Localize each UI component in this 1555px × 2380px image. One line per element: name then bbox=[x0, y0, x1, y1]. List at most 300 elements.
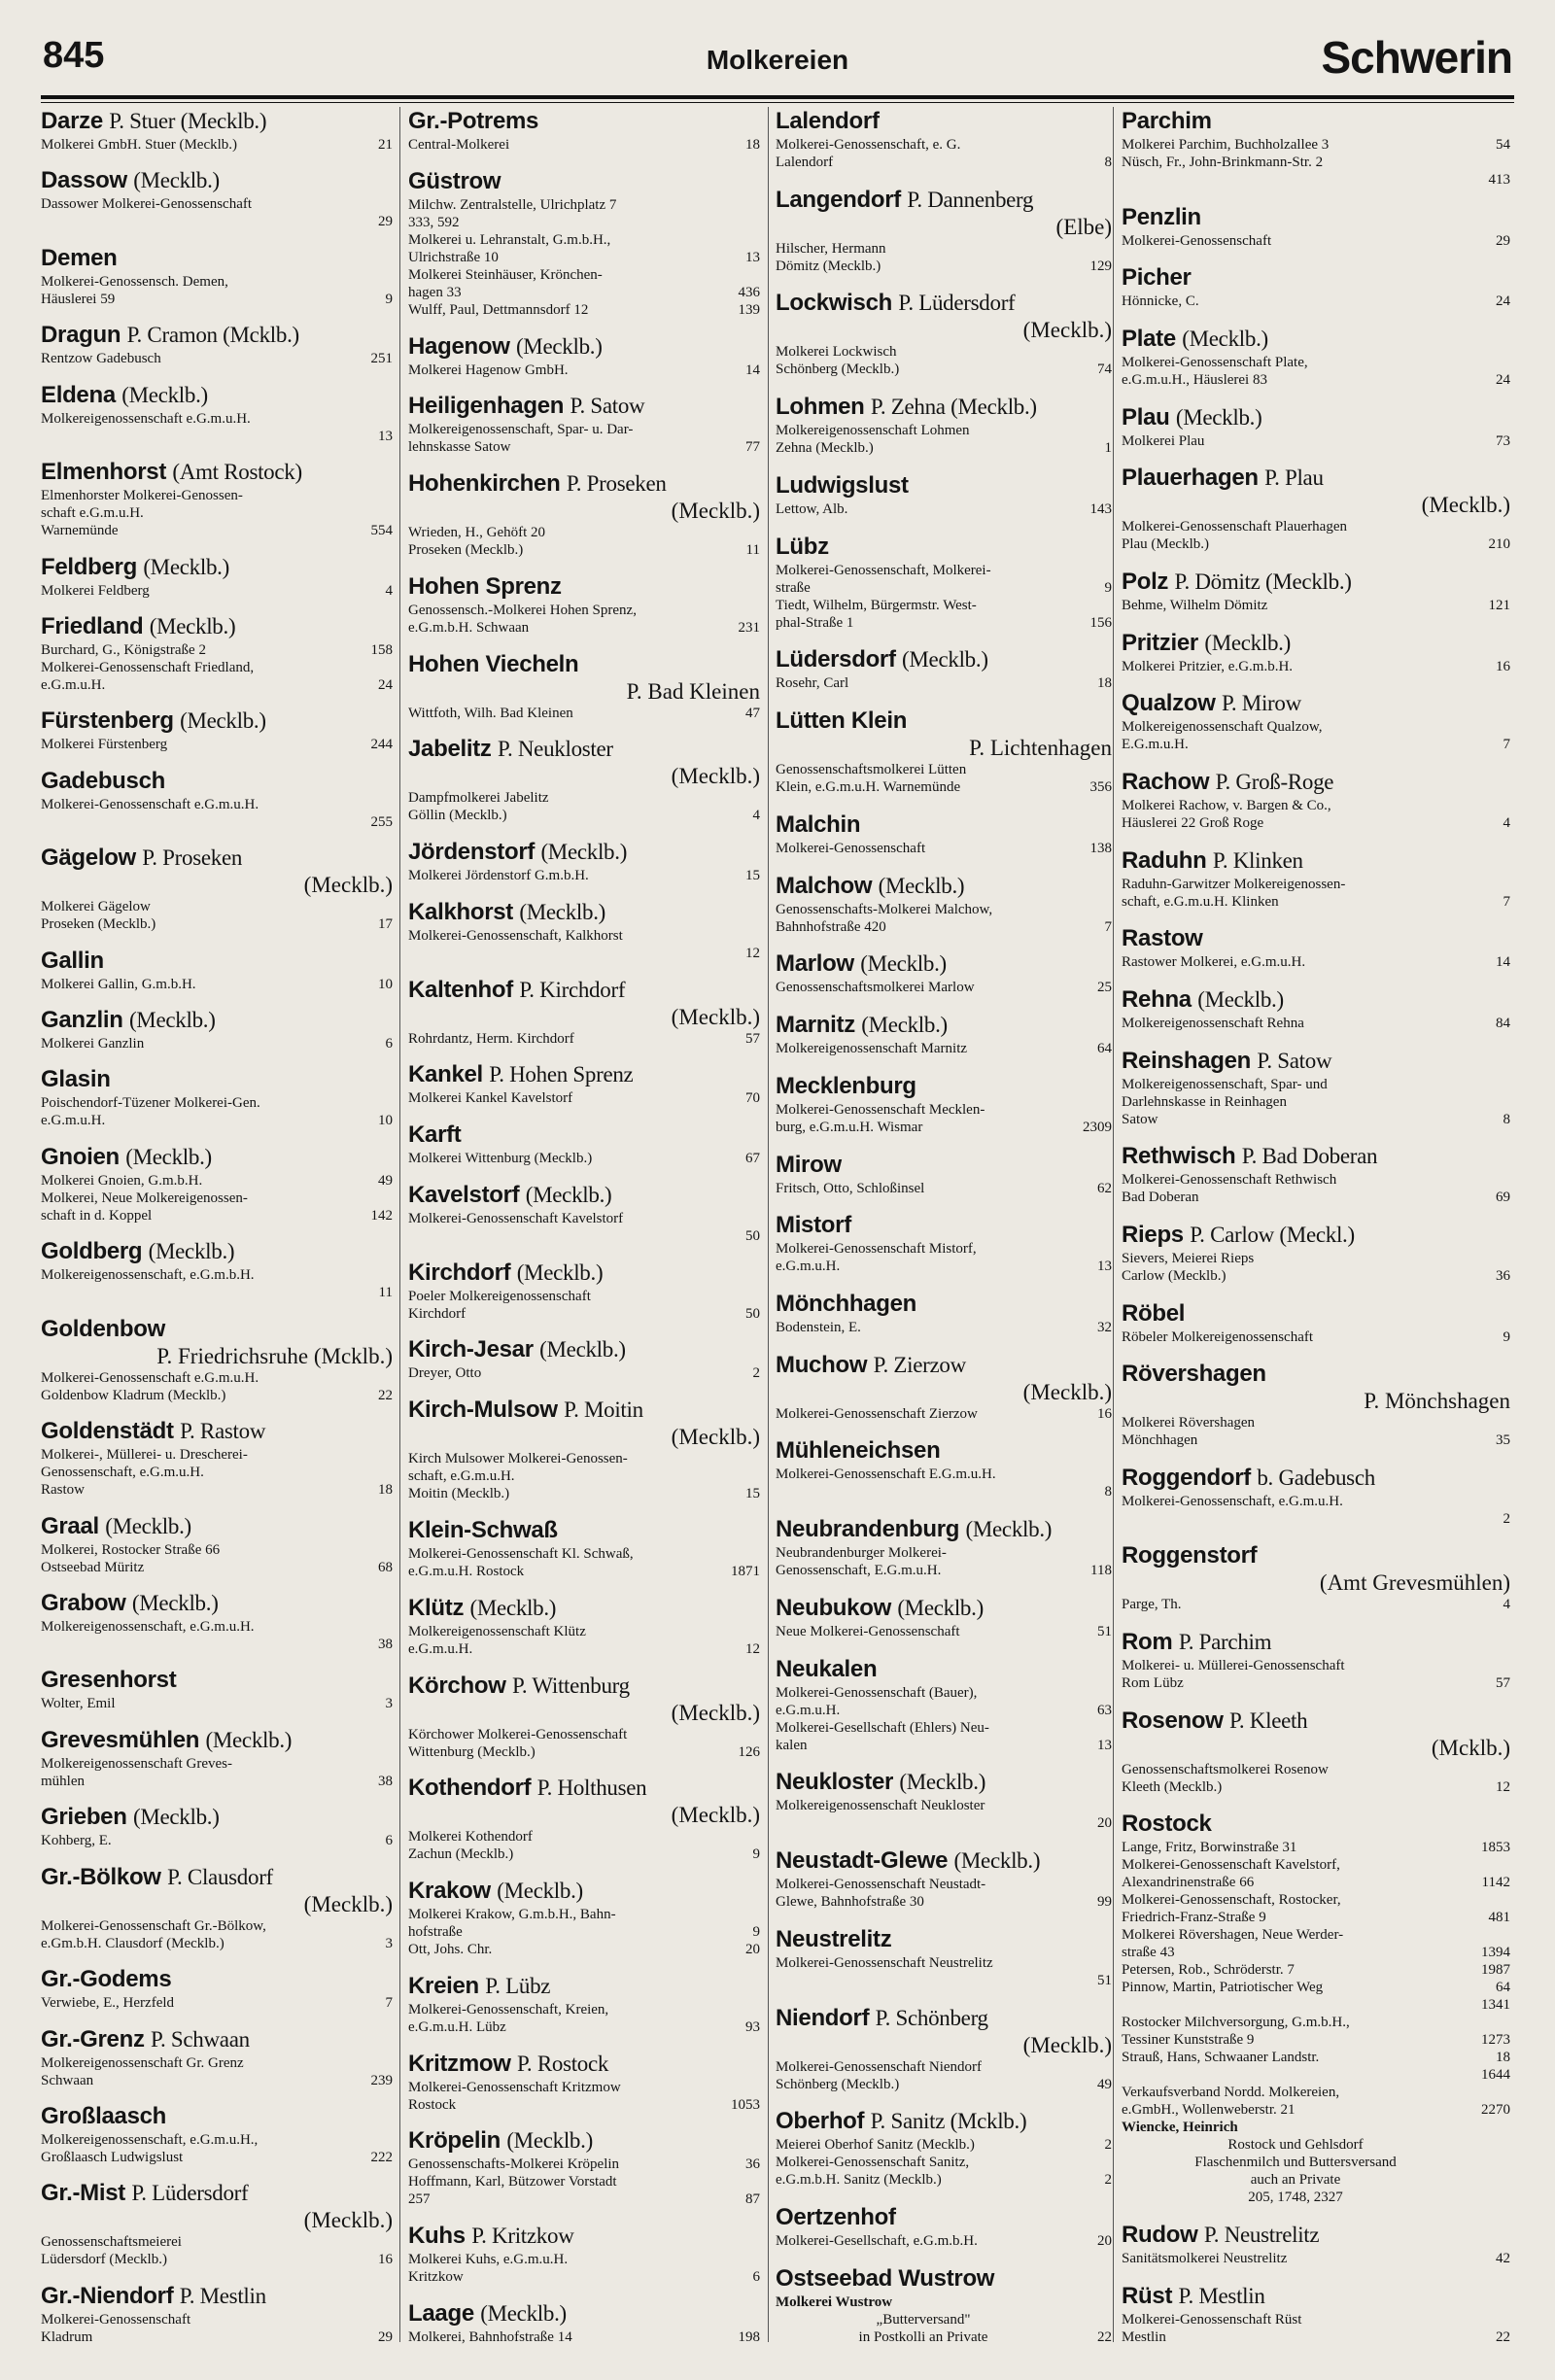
listing-line bbox=[408, 1623, 760, 1640]
listing-text: Meierei Oberhof Sanitz (Mecklb.) bbox=[776, 2137, 975, 2154]
listing-text: Molkerei Rövershagen, Neue Werder- bbox=[1122, 1927, 1344, 1944]
place-heading bbox=[408, 1181, 760, 1210]
place-name: Hohen Viecheln bbox=[408, 650, 579, 677]
listing-text: Molkerei Kuhs, e.G.m.u.H. bbox=[408, 2252, 569, 2268]
place-subtitle-line: P. Friedrichsruhe (Mcklb.) bbox=[156, 1343, 393, 1368]
phone-number: 9 bbox=[1104, 579, 1112, 596]
phone-number: 10 bbox=[378, 1113, 393, 1129]
directory-entry bbox=[41, 1863, 393, 1952]
place-name: Plau bbox=[1122, 403, 1170, 431]
phone-number: 20 bbox=[745, 1942, 760, 1958]
listing-text: hagen 33 bbox=[408, 284, 462, 300]
listing-line bbox=[408, 945, 760, 962]
listing-line bbox=[1122, 1596, 1510, 1613]
place-subtitle: P. Parchim bbox=[1178, 1630, 1272, 1655]
listing-line bbox=[776, 2076, 1112, 2093]
place-heading bbox=[41, 321, 393, 350]
listing-line bbox=[408, 196, 760, 214]
listing-line bbox=[41, 1618, 393, 1636]
place-subtitle-line: (Mecklb.) bbox=[671, 1803, 760, 1828]
phone-number: 13 bbox=[745, 249, 760, 265]
place-name: Kritzmow bbox=[408, 2050, 511, 2077]
place-name: Gr.-Bölkow bbox=[41, 1863, 161, 1890]
listing-line bbox=[41, 1190, 393, 1207]
place-name: Mönchhagen bbox=[776, 1291, 916, 1318]
listing-line bbox=[776, 1040, 1112, 1057]
listing-line bbox=[776, 1180, 1112, 1197]
listing-line bbox=[1122, 597, 1510, 614]
directory-entry bbox=[41, 1965, 393, 2012]
phone-number: 49 bbox=[378, 1172, 393, 1189]
listing-text: Molkereigenossenschaft Rehna bbox=[1122, 1015, 1304, 1031]
phone-number: 2 bbox=[752, 1365, 760, 1382]
directory-entry bbox=[1122, 203, 1510, 250]
listing-text: Lalendorf bbox=[776, 155, 834, 170]
listing-text: Strauß, Hans, Schwaaner Landstr. bbox=[1122, 2050, 1320, 2066]
place-heading bbox=[776, 1011, 1112, 1040]
listing-text: Kirchdorf bbox=[408, 1305, 466, 1322]
listing-line bbox=[408, 1210, 760, 1227]
listing-line bbox=[1122, 2031, 1510, 2049]
place-heading bbox=[1122, 1707, 1510, 1736]
phone-number: 93 bbox=[745, 2018, 760, 2035]
place-name: Gr.-Godems bbox=[41, 1966, 172, 1993]
place-heading bbox=[776, 1768, 1112, 1797]
listing-text: Molkerei, Neue Molkereigenossen- bbox=[41, 1190, 248, 1206]
listing-line bbox=[1122, 1891, 1510, 1909]
place-heading bbox=[41, 612, 393, 641]
listing-line bbox=[41, 1935, 393, 1952]
place-name: Reinshagen bbox=[1122, 1047, 1252, 1074]
place-name: Dassow bbox=[41, 167, 127, 194]
phone-number: 126 bbox=[738, 1743, 760, 1760]
phone-number: 4 bbox=[1503, 814, 1510, 831]
place-name: Friedland bbox=[41, 612, 144, 639]
listing-line bbox=[776, 2328, 1112, 2346]
place-heading bbox=[41, 1726, 393, 1755]
listing-line bbox=[776, 2311, 1112, 2328]
place-name: Neustadt-Glewe bbox=[776, 1847, 949, 1875]
place-name: Klein-Schwaß bbox=[408, 1517, 558, 1544]
listing-text: Molkerei-Genossenschaft Plate, bbox=[1122, 354, 1308, 370]
listing-line bbox=[1122, 293, 1510, 310]
phone-number: 17 bbox=[378, 916, 393, 933]
listing-text: Kritzkow bbox=[408, 2269, 464, 2286]
listing-line bbox=[408, 1150, 760, 1167]
listing-text: burg, e.G.m.u.H. Wismar bbox=[776, 1119, 923, 1135]
listing-text: Molkerei-, Müllerei- u. Drescherei- bbox=[41, 1447, 248, 1464]
place-heading bbox=[408, 332, 760, 362]
listing-text: Molkerei, Rostocker Straße 66 bbox=[41, 1541, 221, 1558]
listing-line bbox=[41, 1695, 393, 1712]
place-subtitle: (Mecklb.) bbox=[539, 1337, 626, 1362]
place-heading bbox=[1122, 2221, 1510, 2250]
listing-text: Parge, Th. bbox=[1122, 1597, 1182, 1613]
directory-entry bbox=[776, 707, 1112, 796]
place-name: Gr.-Mist bbox=[41, 2180, 125, 2207]
place-name: Kirchdorf bbox=[408, 1259, 511, 1286]
listing-text: Molkerei GmbH. Stuer (Mecklb.) bbox=[41, 137, 238, 153]
listing-text: Molkerei Rövershagen bbox=[1122, 1415, 1256, 1431]
place-subtitle: P. Rastow bbox=[180, 1419, 266, 1444]
listing-line bbox=[1122, 2014, 1510, 2031]
listing-line bbox=[408, 2190, 760, 2208]
place-heading bbox=[408, 1774, 760, 1803]
place-heading bbox=[408, 392, 760, 421]
phone-number: 29 bbox=[1496, 232, 1510, 249]
listing-text: auch an Private bbox=[1250, 2172, 1341, 2189]
listing-line bbox=[41, 487, 393, 504]
listing-text: Darlehnskasse in Reinhagen bbox=[1122, 1093, 1287, 1110]
listing-text: Zehna (Mecklb.) bbox=[776, 440, 874, 457]
listing-text: Dampfmolkerei Jabelitz bbox=[408, 790, 549, 807]
place-name: Körchow bbox=[408, 1672, 506, 1699]
phone-number: 251 bbox=[370, 351, 393, 367]
place-heading bbox=[1122, 464, 1510, 493]
listing-line bbox=[408, 1450, 760, 1467]
listing-line bbox=[776, 1954, 1112, 1972]
place-name: Klütz bbox=[408, 1594, 465, 1621]
listing-line bbox=[41, 736, 393, 753]
listing-text: Molkereigenossenschaft, e.G.m.u.H. bbox=[41, 1619, 255, 1636]
place-heading bbox=[408, 2050, 760, 2079]
listing-line bbox=[776, 1240, 1112, 1258]
directory-entry bbox=[41, 1315, 393, 1404]
listing-line bbox=[41, 1773, 393, 1790]
listing-line bbox=[1122, 2171, 1510, 2189]
listing-text bbox=[1122, 2067, 1125, 2083]
place-heading bbox=[408, 1877, 760, 1906]
listing-line bbox=[1122, 1250, 1510, 1267]
place-heading bbox=[408, 2299, 760, 2328]
phone-number: 14 bbox=[1496, 954, 1510, 971]
place-heading bbox=[408, 1121, 760, 1150]
phone-number: 1053 bbox=[731, 2096, 760, 2113]
listing-line bbox=[776, 2171, 1112, 2189]
place-name: Fürstenberg bbox=[41, 707, 174, 735]
listing-text: Behme, Wilhelm Dömitz bbox=[1122, 597, 1268, 613]
listing-text: Raduhn-Garwitzer Molkereigenossen- bbox=[1122, 876, 1346, 892]
place-name: Rosenow bbox=[1122, 1707, 1224, 1734]
listing-text: kalen bbox=[776, 1737, 808, 1753]
place-name: Gallin bbox=[41, 947, 104, 974]
directory-entry bbox=[408, 1877, 760, 1958]
place-subtitle: (Amt Rostock) bbox=[172, 460, 302, 485]
listing-text: Molkereigenossenschaft, Spar- und bbox=[1122, 1076, 1328, 1092]
phone-number: 54 bbox=[1496, 137, 1510, 153]
place-heading bbox=[41, 381, 393, 410]
listing-line bbox=[776, 2154, 1112, 2171]
place-heading bbox=[1122, 1628, 1510, 1657]
listing-text: e.G.m.u.H. bbox=[776, 1702, 841, 1718]
place-name: Marnitz bbox=[776, 1012, 855, 1039]
listing-line bbox=[408, 619, 760, 637]
directory-entry bbox=[1122, 568, 1510, 614]
listing-text: Molkerei Steinhäuser, Krönchen- bbox=[408, 266, 603, 283]
phone-number: 1394 bbox=[1481, 1945, 1510, 1961]
place-heading bbox=[408, 1396, 760, 1425]
listing-line bbox=[776, 343, 1112, 361]
listing-line bbox=[1122, 2189, 1510, 2206]
listing-text: Molkerei Rachow, v. Bargen & Co., bbox=[1122, 797, 1331, 813]
directory-entry bbox=[408, 1594, 760, 1658]
directory-entry bbox=[776, 2264, 1112, 2346]
listing-text: Wittfoth, Wilh. Bad Kleinen bbox=[408, 705, 573, 721]
listing-text: Genossenschaftsmolkerei Lütten bbox=[776, 762, 967, 778]
listing-text: Burchard, G., Königstraße 2 bbox=[41, 641, 206, 658]
phone-number: 1871 bbox=[731, 1564, 760, 1580]
listing-text: Molkerei-Genossenschaft Friedland, bbox=[41, 659, 255, 675]
phone-number: 554 bbox=[370, 523, 393, 539]
listing-text: e.G.m.u.H. Rostock bbox=[408, 1564, 525, 1580]
directory-entry bbox=[1122, 263, 1510, 310]
place-heading bbox=[1122, 203, 1510, 232]
directory-entry bbox=[776, 393, 1112, 457]
place-name: Goldberg bbox=[41, 1238, 143, 1265]
directory-entry bbox=[41, 2179, 393, 2268]
place-name: Gadebusch bbox=[41, 767, 165, 794]
directory-entry bbox=[776, 2107, 1112, 2189]
directory-entry bbox=[408, 1060, 760, 1107]
listing-text: Häuslerei 59 bbox=[41, 291, 116, 307]
listing-text: Molkerei-Genossenschaft, Molkerei- bbox=[776, 562, 991, 578]
listing-text: Molkerei-Genossenschaft E.G.m.u.H. bbox=[776, 1466, 996, 1483]
place-subtitle-line: (Mecklb.) bbox=[671, 764, 760, 789]
listing-line bbox=[41, 2328, 393, 2346]
phone-number: 68 bbox=[378, 1559, 393, 1575]
listing-line bbox=[776, 2136, 1112, 2154]
listing-text: Molkerei-Genossenschaft, Kalkhorst bbox=[408, 927, 623, 944]
directory-entry bbox=[41, 2102, 393, 2166]
phone-number: 9 bbox=[1503, 1328, 1510, 1345]
listing-line bbox=[408, 541, 760, 559]
place-heading bbox=[408, 1594, 760, 1623]
place-heading bbox=[776, 872, 1112, 901]
place-name: Kreien bbox=[408, 1972, 479, 1999]
listing-text: Rastower Molkerei, e.G.m.u.H. bbox=[1122, 954, 1306, 971]
phone-number: 67 bbox=[745, 1151, 760, 1167]
place-name: Ostseebad Wustrow bbox=[776, 2264, 995, 2292]
place-subtitle: (Mecklb.) bbox=[131, 1591, 219, 1616]
place-heading bbox=[41, 1417, 393, 1446]
directory-entry bbox=[776, 1846, 1112, 1911]
listing-text: Genossenschafts-Molkerei Kröpelin bbox=[408, 2156, 620, 2173]
listing-line bbox=[1122, 1431, 1510, 1449]
listing-text: Kladrum bbox=[41, 2328, 93, 2345]
place-subtitle: (Mecklb.) bbox=[516, 1259, 604, 1285]
listing-text: Molkereigenossenschaft Klütz bbox=[408, 1623, 586, 1639]
listing-text: Kirch Mulsower Molkerei-Genossen- bbox=[408, 1451, 628, 1467]
listing-line bbox=[41, 1636, 393, 1653]
place-heading bbox=[1122, 1047, 1510, 1076]
listing-line bbox=[41, 1284, 393, 1301]
listing-line bbox=[41, 213, 393, 230]
listing-text: Rostocker Milchversorgung, G.m.b.H., bbox=[1122, 2015, 1350, 2031]
place-name: Kalkhorst bbox=[408, 898, 513, 925]
listing-line bbox=[776, 1702, 1112, 1719]
listing-text bbox=[776, 1973, 779, 1988]
directory-entry bbox=[776, 1211, 1112, 1275]
listing-line bbox=[776, 918, 1112, 936]
listing-line bbox=[776, 1562, 1112, 1579]
directory-entry bbox=[1122, 2221, 1510, 2267]
place-name: Darze bbox=[41, 108, 103, 134]
listing-text: Dömitz (Mecklb.) bbox=[776, 258, 881, 274]
listing-text: schaft, e.G.m.u.H. Klinken bbox=[1122, 893, 1279, 910]
listing-text: Proseken (Mecklb.) bbox=[408, 542, 524, 559]
listing-text: Proseken (Mecklb.) bbox=[41, 916, 156, 933]
place-subtitle: b. Gadebusch bbox=[1257, 1465, 1375, 1490]
listing-line bbox=[776, 1684, 1112, 1702]
place-subtitle: (Mecklb.) bbox=[525, 1182, 612, 1207]
place-heading bbox=[1122, 263, 1510, 293]
listing-text: Molkerei Fürstenberg bbox=[41, 737, 168, 753]
listing-line bbox=[408, 1364, 760, 1382]
place-subtitle: (Mecklb.) bbox=[953, 1848, 1041, 1874]
place-subtitle: P. Neukloster bbox=[498, 737, 613, 762]
place-heading bbox=[776, 1436, 1112, 1466]
listing-text: Großlaasch Ludwigslust bbox=[41, 2149, 184, 2165]
place-name: Goldenbow bbox=[41, 1315, 165, 1342]
place-subtitle: P. Kleeth bbox=[1228, 1707, 1308, 1733]
directory-entry bbox=[41, 381, 393, 445]
listing-text: e.G.m.b.H. Sanitz (Mecklb.) bbox=[776, 2172, 942, 2189]
place-heading bbox=[1122, 1299, 1510, 1328]
listing-text: Molkerei Wustrow bbox=[776, 2294, 893, 2310]
listing-text: Rom Lübz bbox=[1122, 1675, 1184, 1692]
listing-text: Molkereigenossenschaft, Spar- u. Dar- bbox=[408, 422, 634, 438]
listing-text: Verkaufsverband Nordd. Molkereien, bbox=[1122, 2085, 1340, 2101]
place-subtitle-line: P. Bad Kleinen bbox=[626, 678, 760, 704]
listing-line bbox=[408, 231, 760, 249]
listing-line bbox=[776, 1101, 1112, 1119]
place-name: Graal bbox=[41, 1512, 99, 1539]
listing-line bbox=[1122, 1414, 1510, 1431]
place-name: Roggenstorf bbox=[1122, 1542, 1258, 1569]
place-subtitle: P. Proseken bbox=[142, 845, 243, 871]
phone-number: 22 bbox=[1097, 2328, 1112, 2345]
phone-number: 118 bbox=[1090, 1563, 1112, 1579]
place-heading bbox=[1122, 1221, 1510, 1250]
directory-entry bbox=[776, 1436, 1112, 1500]
listing-line bbox=[776, 2232, 1112, 2250]
listing-line bbox=[41, 504, 393, 522]
place-name: Heiligenhagen bbox=[408, 393, 565, 420]
place-name: Hagenow bbox=[408, 332, 510, 360]
directory-entry bbox=[1122, 1047, 1510, 1128]
column-1 bbox=[41, 107, 393, 2359]
listing-text bbox=[776, 1815, 779, 1831]
listing-text: Fritsch, Otto, Schloßinsel bbox=[776, 1180, 925, 1196]
place-heading bbox=[776, 1072, 1112, 1101]
directory-entry bbox=[1122, 846, 1510, 911]
listing-line bbox=[41, 641, 393, 659]
listing-text: Molkerei-Genossenschaft bbox=[41, 2311, 191, 2328]
listing-line bbox=[1122, 2119, 1510, 2136]
place-subtitle: (Mecklb.) bbox=[480, 2300, 567, 2326]
directory-entry bbox=[41, 767, 393, 831]
listing-text: Molkerei-Genossenschaft Mecklen- bbox=[776, 1101, 985, 1118]
place-subtitle: (Mecklb.) bbox=[1197, 986, 1284, 1012]
place-heading bbox=[776, 2107, 1112, 2136]
phone-number: 2 bbox=[1503, 1510, 1510, 1527]
phone-number: 1142 bbox=[1481, 1875, 1510, 1891]
place-name: Neubrandenburg bbox=[776, 1516, 960, 1543]
phone-number: 64 bbox=[1496, 1980, 1510, 1996]
place-heading bbox=[41, 844, 393, 873]
place-subtitle: (Mecklb.) bbox=[861, 1013, 948, 1038]
listing-line bbox=[1122, 1674, 1510, 1692]
listing-text: Molkerei Jördenstorf G.m.b.H. bbox=[408, 868, 589, 884]
place-subtitle: (Mecklb.) bbox=[1204, 630, 1291, 655]
listing-text: e.GmbH., Wollenweberstr. 21 bbox=[1122, 2102, 1296, 2119]
listing-text: Molkerei-Genossenschaft, Kreien, bbox=[408, 2001, 609, 2018]
listing-text: Molkerei-Genossenschaft Kavelstorf, bbox=[1122, 1857, 1340, 1874]
place-name: Lüdersdorf bbox=[776, 646, 896, 673]
listing-line bbox=[776, 240, 1112, 258]
listing-line bbox=[1122, 2136, 1510, 2154]
place-name: Rehna bbox=[1122, 985, 1192, 1013]
listing-line bbox=[776, 1119, 1112, 1136]
place-name: Rastow bbox=[1122, 925, 1203, 952]
listing-text: Molkerei-Genossenschaft Kritzmow bbox=[408, 2079, 621, 2095]
directory-entry bbox=[1122, 464, 1510, 553]
place-heading bbox=[776, 707, 1112, 736]
listing-line bbox=[1122, 1267, 1510, 1285]
listing-line bbox=[41, 1369, 393, 1387]
phone-number: 7 bbox=[1503, 737, 1510, 753]
place-heading bbox=[408, 2222, 760, 2251]
place-name: Malchin bbox=[776, 811, 861, 838]
phone-number: 9 bbox=[752, 1924, 760, 1941]
place-subtitle: P. Moitin bbox=[564, 1397, 643, 1423]
listing-text: Molkerei-Genossenschaft Gr.-Bölkow, bbox=[41, 1917, 266, 1934]
directory-entry bbox=[408, 976, 760, 1048]
listing-text: Molkerei Feldberg bbox=[41, 582, 150, 599]
directory-entry bbox=[1122, 325, 1510, 389]
listing-text: Molkerei Plau bbox=[1122, 432, 1205, 449]
listing-text bbox=[1122, 1997, 1125, 2013]
place-subtitle-line: (Elbe) bbox=[1055, 214, 1112, 239]
place-heading bbox=[1122, 768, 1510, 797]
phone-number: 57 bbox=[745, 1030, 760, 1047]
listing-text: e.G.m.b.H. Schwaan bbox=[408, 619, 530, 636]
phone-number: 16 bbox=[1097, 1405, 1112, 1422]
place-heading bbox=[41, 947, 393, 976]
listing-line bbox=[41, 1446, 393, 1464]
place-subtitle: P. Lüdersdorf bbox=[898, 291, 1016, 316]
phone-number: 57 bbox=[1496, 1675, 1510, 1692]
place-name: Lalendorf bbox=[776, 108, 880, 134]
phone-number: 255 bbox=[370, 813, 393, 830]
city-heading: Schwerin bbox=[1321, 32, 1512, 83]
directory-entry bbox=[408, 1181, 760, 1245]
place-subtitle-line: (Mecklb.) bbox=[303, 873, 393, 898]
place-heading bbox=[408, 167, 760, 196]
listing-line bbox=[41, 898, 393, 915]
listing-line bbox=[41, 195, 393, 213]
place-subtitle: P. Dömitz (Mecklb.) bbox=[1174, 569, 1352, 594]
listing-text: Schwaan bbox=[41, 2072, 94, 2088]
place-subtitle-line: (Mecklb.) bbox=[1022, 1379, 1112, 1404]
place-name: Kirch-Mulsow bbox=[408, 1397, 558, 1424]
phone-number: 18 bbox=[745, 137, 760, 153]
listing-line bbox=[41, 915, 393, 933]
listing-line bbox=[1122, 718, 1510, 736]
listing-text bbox=[408, 946, 412, 961]
place-name: Ganzlin bbox=[41, 1007, 123, 1034]
directory-entry bbox=[1122, 768, 1510, 832]
